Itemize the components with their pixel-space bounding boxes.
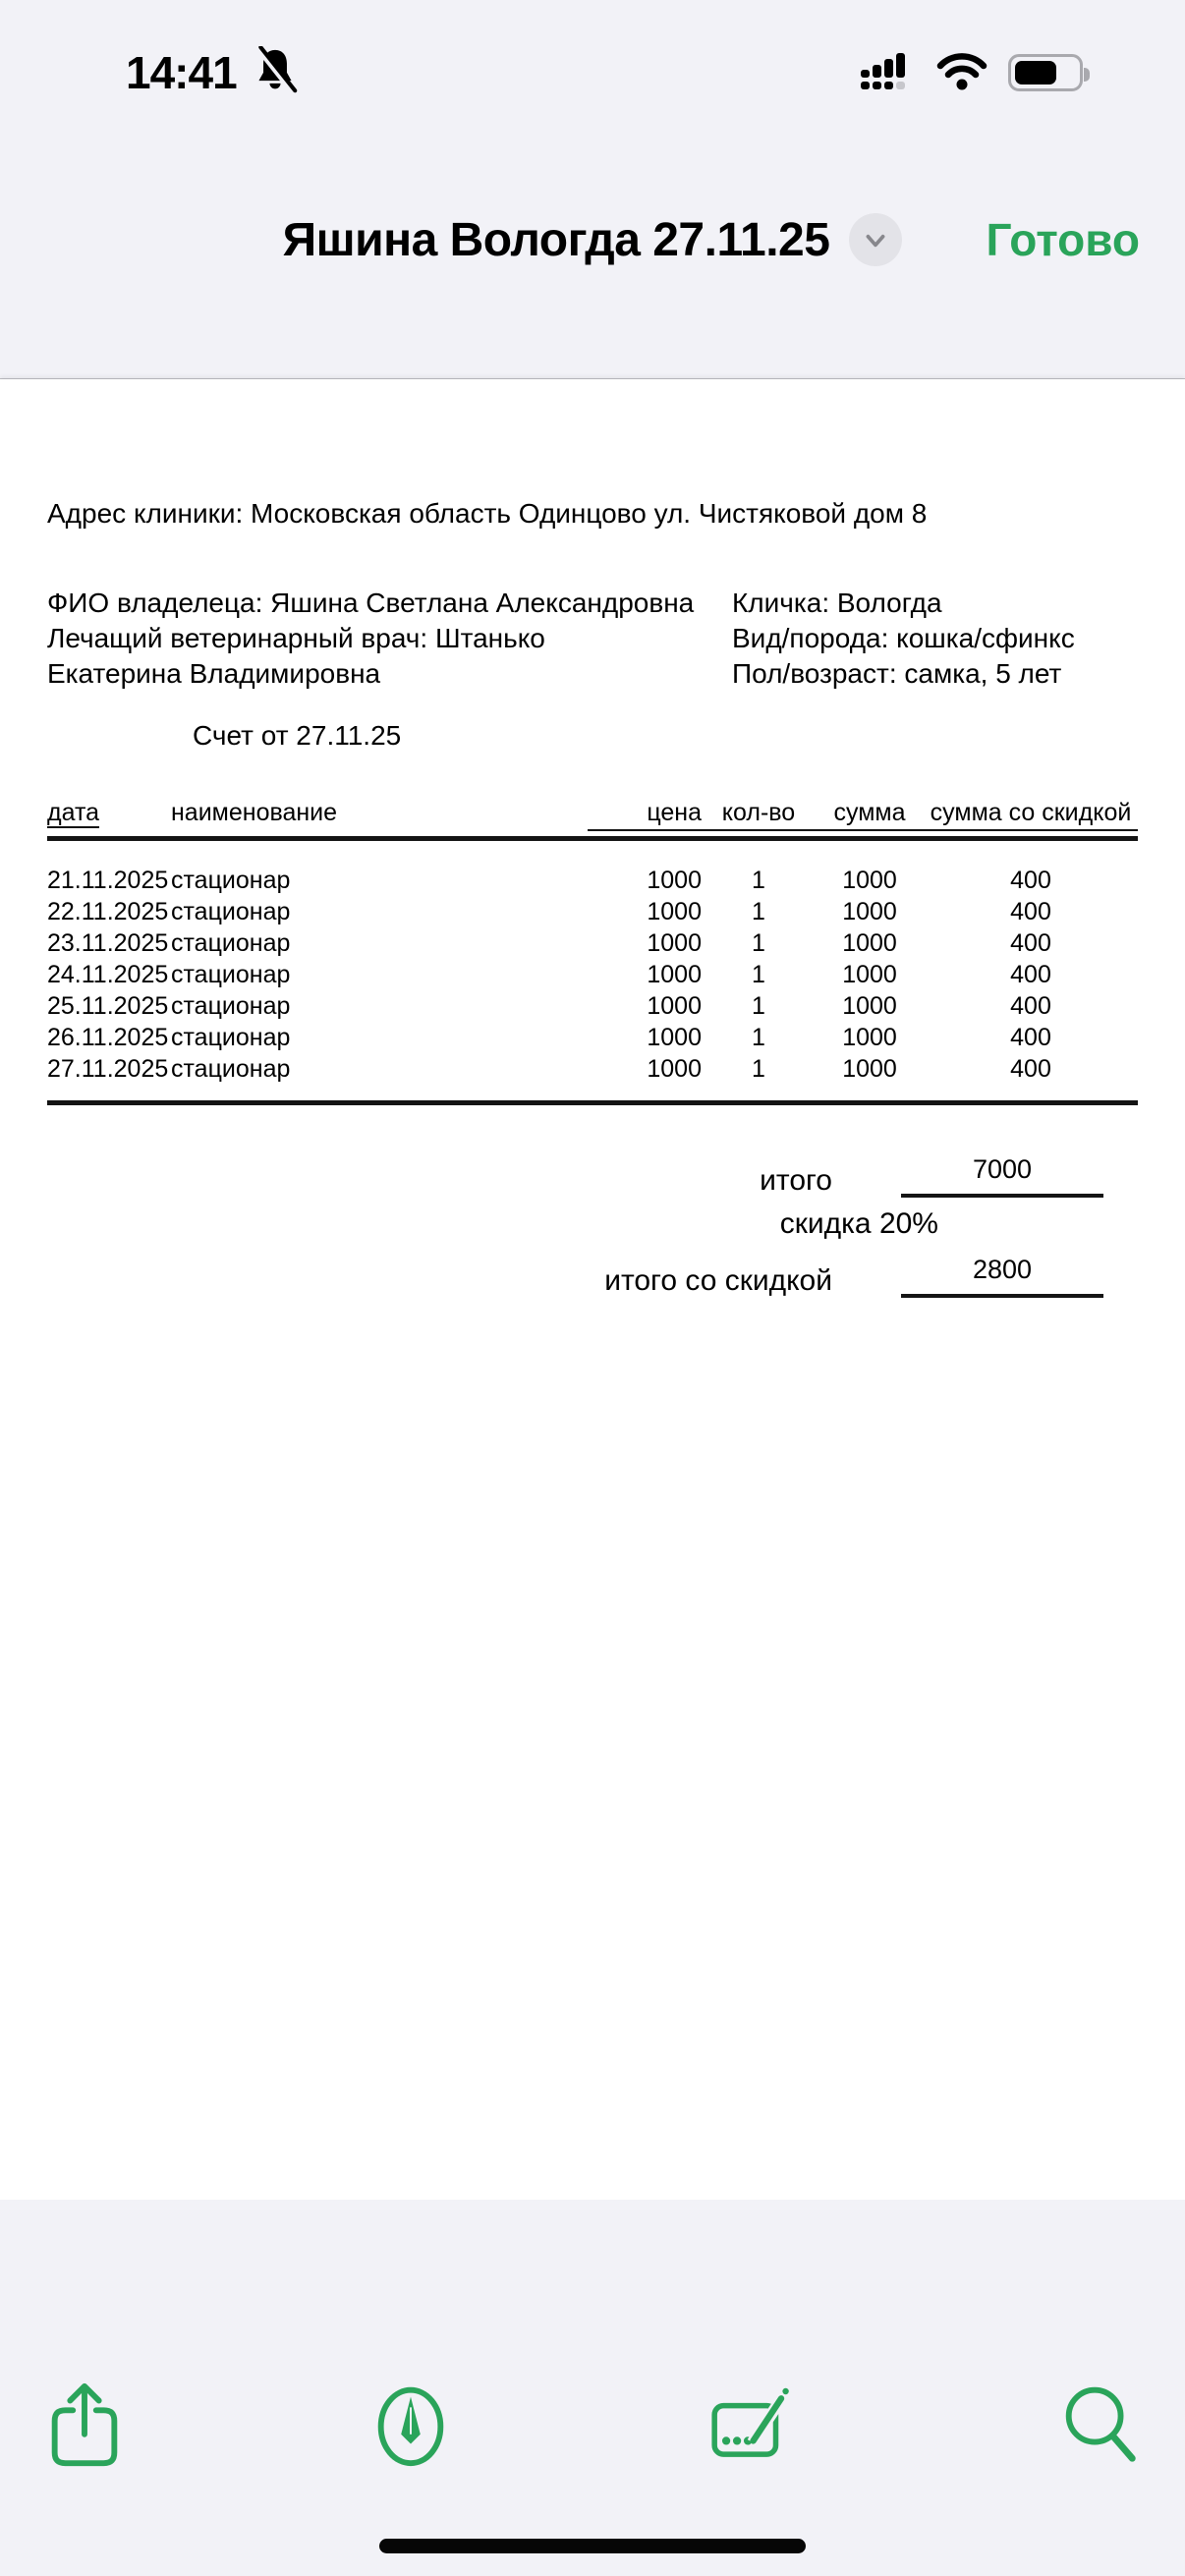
owner-name: ФИО владелеца: Яшина Светлана Александровна	[47, 588, 695, 618]
table-cell: 1000	[842, 898, 897, 925]
clinic-address: Адрес клиники: Московская область Одинцово ул. Чистяковой дом 8	[47, 498, 928, 529]
table-cell: 25.11.2025	[47, 992, 169, 1020]
markup-pen-icon	[367, 2379, 454, 2469]
search-button[interactable]	[1057, 2379, 1144, 2469]
table-cell: стационар	[171, 929, 291, 957]
table-row	[47, 927, 1138, 959]
table-cell: 1	[752, 867, 765, 894]
signature-button[interactable]	[705, 2379, 792, 2469]
table-cell: 27.11.2025	[47, 1055, 169, 1083]
signature-field-icon	[705, 2379, 792, 2469]
patient-info-right	[732, 586, 1138, 692]
table-body	[47, 841, 1138, 1085]
status-bar-right	[859, 49, 1083, 97]
cellular-signal-icon	[859, 49, 916, 97]
table-cell: 1	[752, 992, 765, 1020]
bottom-toolbar	[0, 2200, 1185, 2576]
table-cell: стационар	[171, 992, 291, 1020]
table-cell: 400	[1010, 898, 1051, 925]
table-cell: 21.11.2025	[47, 867, 169, 894]
table-cell: 1000	[842, 1024, 897, 1051]
patient-info-left	[47, 586, 732, 692]
table-cell: стационар	[171, 867, 291, 894]
table-row	[47, 959, 1138, 990]
table-cell: 1000	[647, 992, 702, 1020]
table-cell: 1000	[842, 929, 897, 957]
title-menu-button[interactable]	[849, 213, 902, 266]
table-cell: 1	[752, 1055, 765, 1083]
battery-nub	[1084, 68, 1090, 82]
table-row	[47, 1022, 1138, 1053]
pet-name: Кличка: Вологда	[732, 588, 942, 618]
table-cell: 1000	[647, 929, 702, 957]
invoice-title: Счет от 27.11.25	[193, 720, 402, 751]
table-cell: 400	[1010, 867, 1051, 894]
table-cell: 1	[752, 929, 765, 957]
table-cell: стационар	[171, 961, 291, 988]
discounted-total-label: итого со скидкой	[604, 1264, 832, 1297]
wifi-icon	[935, 51, 988, 95]
table-row	[47, 1053, 1138, 1085]
table-row	[47, 896, 1138, 927]
column-header-price: цена	[647, 799, 702, 826]
table-cell: 1	[752, 1024, 765, 1051]
table-cell: 400	[1010, 992, 1051, 1020]
share-button[interactable]	[41, 2379, 128, 2469]
patient-info	[47, 586, 1138, 692]
table-cell: 400	[1010, 961, 1051, 988]
document-page[interactable]	[0, 379, 1185, 2200]
markup-button[interactable]	[367, 2379, 454, 2469]
document-content	[0, 379, 1185, 1298]
chevron-down-icon	[863, 227, 888, 252]
total-value: 7000	[901, 1152, 1103, 1198]
table-end-rule	[47, 1100, 1138, 1105]
discount-row	[47, 1207, 1103, 1241]
table-cell: 23.11.2025	[47, 929, 169, 957]
table-cell: 1000	[842, 1055, 897, 1083]
status-bar-left	[126, 46, 298, 100]
pet-breed: Вид/порода: кошка/сфинкс	[732, 623, 1075, 653]
clock: 14:41	[126, 47, 237, 98]
table-cell: 400	[1010, 1024, 1051, 1051]
table-cell: 1000	[842, 867, 897, 894]
table-cell: 1000	[647, 1024, 702, 1051]
invoice-table	[47, 796, 1138, 1105]
discounted-total-row	[47, 1253, 1103, 1298]
table-cell: 1000	[647, 1055, 702, 1083]
table-cell: 1	[752, 898, 765, 925]
table-cell: 1	[752, 961, 765, 988]
table-cell: 1000	[647, 898, 702, 925]
column-header-qty: кол-во	[721, 799, 796, 826]
discount-label: скидка 20%	[779, 1207, 938, 1240]
nav-bar	[0, 195, 1185, 285]
table-header-row	[47, 796, 1138, 841]
table-cell: стационар	[171, 1055, 291, 1083]
notifications-muted-icon	[253, 46, 298, 100]
table-cell: 24.11.2025	[47, 961, 169, 988]
total-row	[47, 1152, 1103, 1198]
table-cell: 1000	[647, 867, 702, 894]
done-button[interactable]: Готово	[986, 214, 1140, 265]
page-title: Яшина Вологда 27.11.25	[282, 213, 830, 266]
discounted-total-value: 2800	[901, 1253, 1103, 1298]
table-cell: 400	[1010, 929, 1051, 957]
column-header-date: дата	[47, 799, 100, 826]
search-icon	[1057, 2379, 1144, 2469]
status-bar	[0, 28, 1185, 118]
column-header-sum: сумма	[833, 799, 906, 826]
table-cell: 1000	[647, 961, 702, 988]
table-cell: 1000	[842, 992, 897, 1020]
table-row	[47, 990, 1138, 1022]
battery-fill	[1015, 61, 1056, 84]
pet-sex-age: Пол/возраст: самка, 5 лет	[732, 658, 1062, 689]
table-cell: стационар	[171, 1024, 291, 1051]
table-cell: 22.11.2025	[47, 898, 169, 925]
veterinarian: Лечащий ветеринарный врач: Штанько Екатерина Владимировна	[47, 623, 545, 689]
table-cell: стационар	[171, 898, 291, 925]
table-cell: 400	[1010, 1055, 1051, 1083]
home-indicator[interactable]	[379, 2539, 806, 2553]
table-cell: 26.11.2025	[47, 1024, 169, 1051]
totals-section	[47, 1152, 1138, 1298]
column-header-discounted-sum: сумма со скидкой	[930, 799, 1132, 826]
battery-icon	[1008, 54, 1083, 91]
share-icon	[41, 2379, 128, 2469]
table-cell: 1000	[842, 961, 897, 988]
column-header-item: наименование	[171, 799, 338, 826]
total-label: итого	[760, 1164, 832, 1197]
table-row	[47, 865, 1138, 896]
